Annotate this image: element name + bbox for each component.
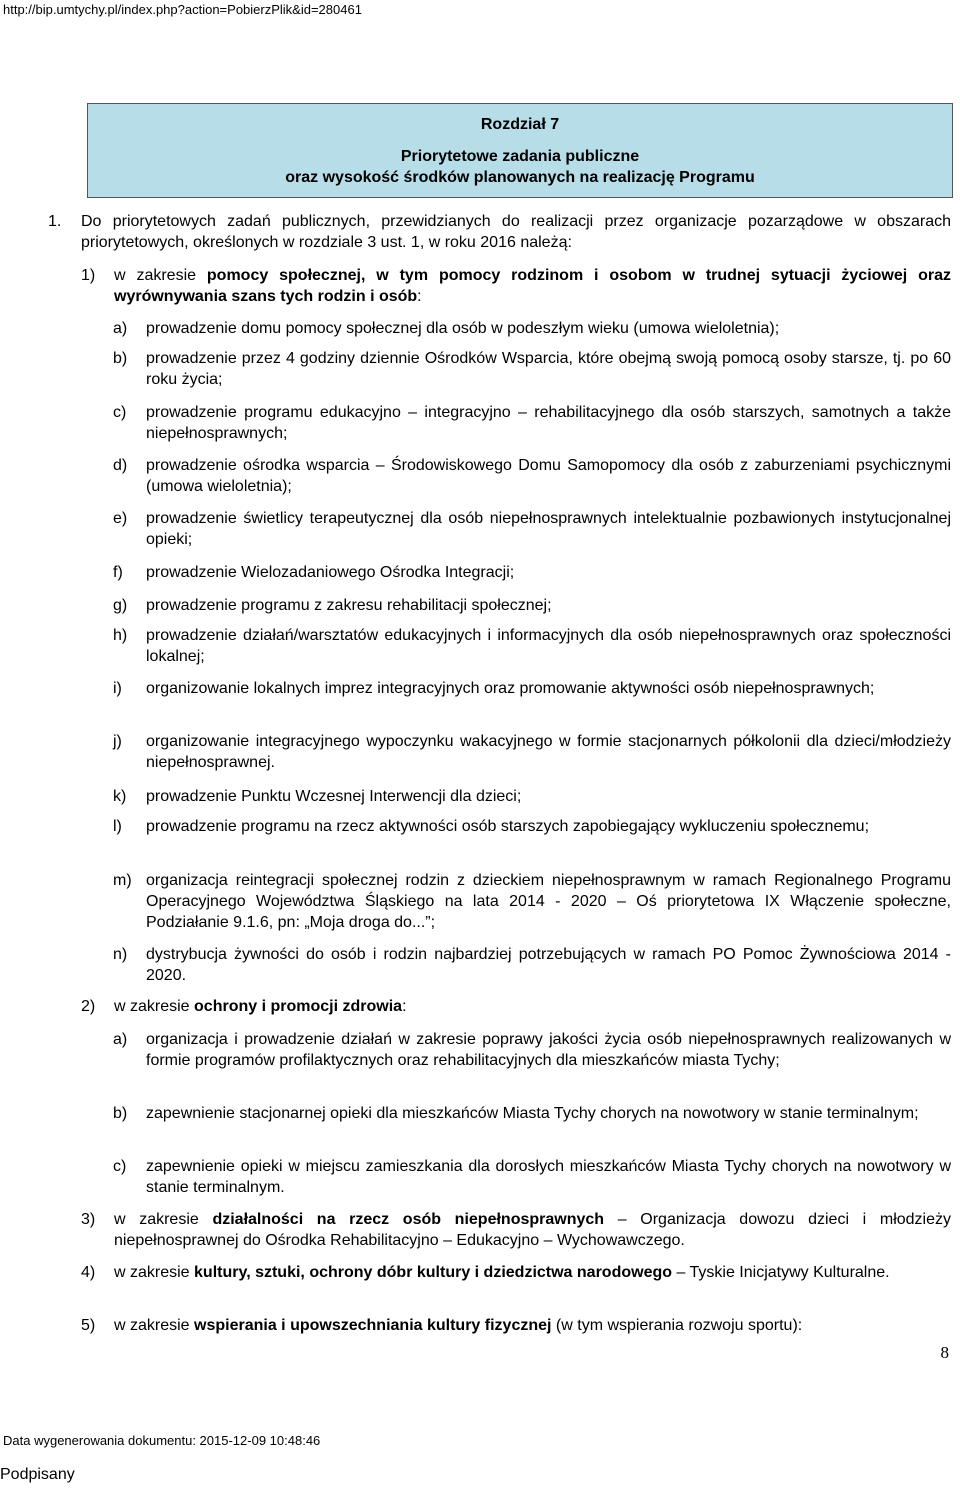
list-item-text: zapewnienie stacjonarnej opieki dla mieszkańców Miasta Tychy chorych na nowotwory w stanie terminalnym; [146, 1105, 919, 1122]
source-url: http://bip.umtychy.pl/index.php?action=PobierzPlik&id=280461 [3, 2, 362, 17]
section-3-text [114, 1209, 951, 1251]
section-4-topic: kultury, sztuki, ochrony dóbr kultury i dziedzictwa narodowego [194, 1264, 673, 1281]
list-item [113, 944, 951, 986]
section-4-post: – Tyskie Inicjatywy Kulturalne. [672, 1264, 890, 1281]
section-2-text [114, 996, 951, 1017]
list-item [113, 816, 951, 837]
section-3-topic: działalności na rzecz osób niepełnosprawnych [212, 1211, 605, 1228]
list-item-letter: a) [113, 1031, 128, 1048]
section-1-topic: pomocy społecznej, w tym pomocy rodzinom i osobom w trudnej sytuacji życiowej oraz wyrównywania szans tych rodzin i osób [114, 267, 951, 305]
list-item-letter: j) [113, 733, 122, 750]
section-4-number: 4) [81, 1264, 96, 1281]
list-item [113, 455, 951, 497]
intro-text: Do priorytetowych zadań publicznych, przewidzianych do realizacji przez organizacje pozarządowe w obszarach priorytetowych, określonych w rozdziale 3 ust. 1, w roku 2016 należą: [81, 213, 951, 251]
list-item-letter: c) [113, 1158, 127, 1175]
list-item [113, 731, 951, 773]
list-item [113, 625, 951, 667]
section-1-post: : [417, 288, 422, 305]
list-item-letter: h) [113, 627, 128, 644]
section-2-number: 2) [81, 998, 96, 1015]
list-item-text: dystrybucja żywności do osób i rodzin najbardziej potrzebujących w ramach PO Pomoc Żywnościowa 2014 - 2020. [146, 946, 951, 984]
section-5-pre: w zakresie [114, 1317, 195, 1334]
page-number: 8 [940, 1343, 949, 1362]
list-item-text: prowadzenie programu edukacyjno – integracyjno – rehabilitacyjnego dla osób starszych, samotnych a także niepełnosprawnych; [146, 404, 951, 442]
section-2-topic: ochrony i promocji zdrowia [194, 998, 403, 1015]
chapter-title: Rozdział 7 [480, 116, 560, 133]
list-item [113, 678, 951, 699]
list-item-letter: d) [113, 457, 128, 474]
intro-paragraph [48, 211, 951, 253]
section-5-text [114, 1315, 951, 1336]
section-4-text [114, 1262, 951, 1283]
list-item-text: prowadzenie świetlicy terapeutycznej dla osób niepełnosprawnych intelektualnie pozbawionych instytucjonalnej opieki; [146, 510, 951, 548]
chapter-header [87, 103, 953, 198]
intro-number: 1. [48, 213, 62, 230]
section-3-number: 3) [81, 1211, 96, 1228]
section-3-paragraph [81, 1209, 951, 1251]
list-item [113, 786, 951, 807]
list-item-letter: b) [113, 1105, 128, 1122]
list-item-letter: a) [113, 320, 128, 337]
list-item [113, 348, 951, 390]
list-item-text: prowadzenie przez 4 godziny dziennie Ośrodków Wsparcia, które obejmą swoją pomocą osoby starsze, tj. po 60 roku życia; [146, 350, 951, 388]
list-item-letter: m) [113, 872, 132, 889]
list-item-text: prowadzenie ośrodka wsparcia – Środowiskowego Domu Samopomocy dla osób z zaburzeniami psychicznymi (umowa wieloletnia); [146, 457, 951, 495]
list-item [113, 1156, 951, 1198]
list-item-text: organizacja i prowadzenie działań w zakresie poprawy jakości życia osób niepełnosprawnych realizowanych w formie programów profilaktycznych oraz rehabilitacyjnych dla mieszkańców miasta Tychy; [146, 1031, 951, 1069]
list-item-letter: n) [113, 946, 128, 963]
section-1-text [114, 265, 951, 307]
list-item [113, 402, 951, 444]
list-item-letter: g) [113, 597, 128, 614]
list-item-text: prowadzenie Wielozadaniowego Ośrodka Integracji; [146, 564, 515, 581]
list-item-letter: k) [113, 788, 127, 805]
list-item [113, 318, 951, 339]
section-5-post: (w tym wspierania rozwoju sportu): [551, 1317, 803, 1334]
section-4-pre: w zakresie [114, 1264, 195, 1281]
section-5-number: 5) [81, 1317, 96, 1334]
list-item-text: prowadzenie domu pomocy społecznej dla osób w podeszłym wieku (umowa wieloletnia); [146, 320, 780, 337]
chapter-subtitle-1: Priorytetowe zadania publiczne [400, 148, 640, 165]
generation-date: Data wygenerowania dokumentu: 2015-12-09 10:48:46 [3, 1433, 321, 1448]
list-item-text: prowadzenie Punktu Wczesnej Interwencji dla dzieci; [146, 788, 522, 805]
section-1-number: 1) [81, 267, 96, 284]
section-1-heading [81, 265, 951, 307]
chapter-subtitle-2: oraz wysokość środków planowanych na realizację Programu [285, 169, 755, 186]
section-4-paragraph [81, 1262, 951, 1283]
list-item-letter: e) [113, 510, 128, 527]
list-item-letter: b) [113, 350, 128, 367]
signed-label: Podpisany [0, 1466, 75, 1483]
list-item-text: zapewnienie opieki w miejscu zamieszkania dla dorosłych mieszkańców Miasta Tychy chorych na nowotwory w stanie terminalnym. [146, 1158, 951, 1196]
list-item-text: organizowanie integracyjnego wypoczynku wakacyjnego w formie stacjonarnych półkolonii dla dzieci/młodzieży niepełnosprawnej. [146, 733, 951, 771]
section-5-paragraph [81, 1315, 951, 1336]
section-2-heading [81, 996, 951, 1017]
section-1-pre: w zakresie [114, 267, 207, 284]
list-item [113, 508, 951, 550]
section-5-topic: wspierania i upowszechniania kultury fizycznej [194, 1317, 552, 1334]
list-item-text: prowadzenie programu na rzecz aktywności osób starszych zapobiegający wykluczeniu społecznemu; [146, 818, 870, 835]
list-item [113, 870, 951, 933]
section-2-pre: w zakresie [114, 998, 195, 1015]
list-item-text: organizowanie lokalnych imprez integracyjnych oraz promowanie aktywności osób niepełnosprawnych; [146, 680, 875, 697]
section-3-post: – Organizacja dowozu dzieci i młodzieży niepełnosprawnej do Ośrodka Rehabilitacyjno – Edukacyjno – Wychowawczego. [114, 1211, 952, 1249]
list-item [113, 1103, 951, 1124]
list-item-text: organizacja reintegracji społecznej rodzin z dzieckiem niepełnosprawnym w ramach Regionalnego Programu Operacyjnego Województwa Śląskiego na lata 2014 - 2020 – Oś priorytetowa IX Włączenie społeczne, Podziałanie 9.1.6, pn: „Moja droga do...”; [146, 872, 951, 931]
list-item [113, 1029, 951, 1071]
list-item-letter: l) [113, 818, 122, 835]
list-item [113, 562, 951, 583]
section-2-post: : [402, 998, 407, 1015]
list-item-text: prowadzenie programu z zakresu rehabilitacji społecznej; [146, 597, 552, 614]
list-item-letter: f) [113, 564, 123, 581]
list-item-text: prowadzenie działań/warsztatów edukacyjnych i informacyjnych dla osób niepełnosprawnych oraz społeczności lokalnej; [146, 627, 951, 665]
list-item-letter: i) [113, 680, 122, 697]
list-item [113, 595, 951, 616]
section-3-pre: w zakresie [114, 1211, 213, 1228]
list-item-letter: c) [113, 404, 127, 421]
